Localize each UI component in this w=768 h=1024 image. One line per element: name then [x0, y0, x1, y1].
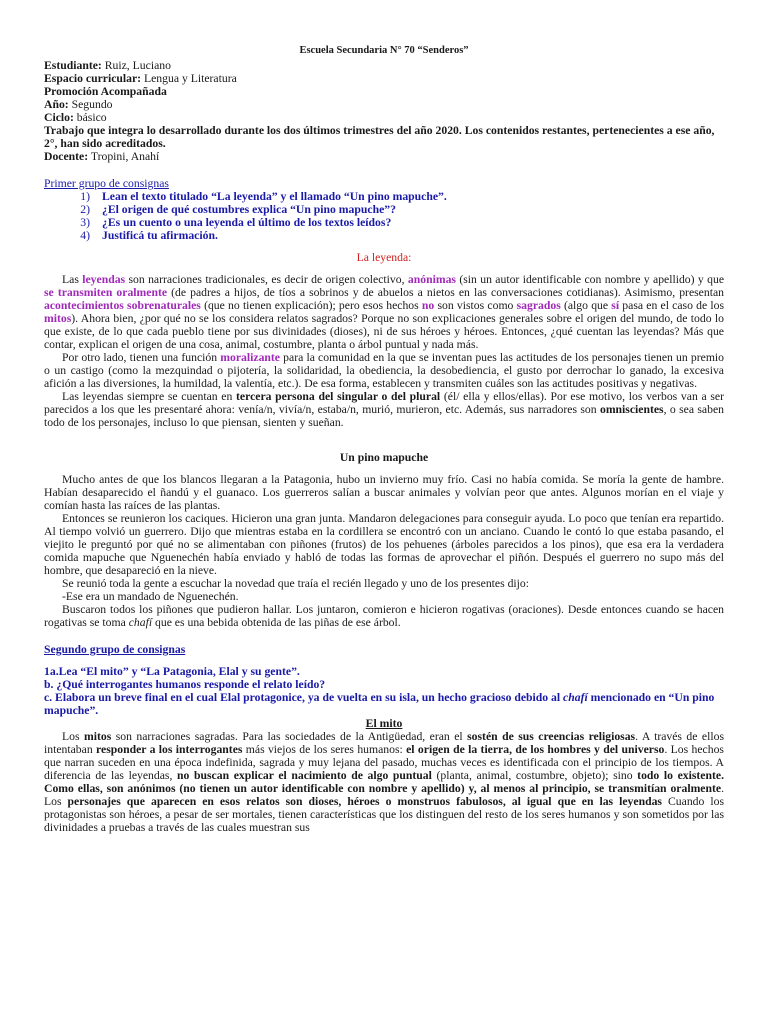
keyword: omniscientes	[599, 403, 664, 416]
year-value: Segundo	[71, 98, 113, 111]
text-run: son narraciones sagradas. Para las sociedades de la Antigüedad, eran el	[111, 730, 468, 743]
consigna-item	[44, 190, 724, 203]
keyword: sagrados	[516, 299, 561, 312]
text-run: Por otro lado, tienen una función	[62, 351, 221, 364]
keyword: mitos	[44, 312, 72, 325]
keyword: el origen de la tierra, de los hombres y del universo	[406, 743, 665, 756]
teacher-name: Tropini, Anahí	[90, 150, 160, 163]
student-name: Ruiz, Luciano	[104, 59, 171, 72]
text-run: (él/ ella y ellos/ellas). Por ese motivo, los verbos van a ser parecidos a los que les presentaré ahora: venía/n, vivía/n, estaba/n, murió, murieron, etc. Además, sus narradores son	[44, 390, 724, 416]
keyword: chafí	[128, 616, 153, 629]
cycle-value: básico	[76, 111, 107, 124]
group1-list	[44, 190, 724, 242]
spacer	[44, 264, 724, 273]
consigna-item	[44, 229, 724, 242]
keyword: personajes que aparecen en esos relatos son dioses, héroes o monstruos fabulosos, al igual que en las leyendas	[67, 795, 662, 808]
mito-title: El mito	[365, 717, 403, 730]
pino-paragraph-1: Mucho antes de que los blancos llegaran a la Patagonia, hubo un invierno muy frío. Casi no había comida. Se moría la gente de hambre. Habían desaparecido el ñandú y el guanaco. Los guerreros salían a buscar animales y volvían peor que antes. Algunos morían en el viaje y comían hasta las raíces de las plantas.	[44, 473, 724, 512]
text-run: que es una bebida obtenida de las piñas de ese árbol.	[152, 616, 401, 629]
pino-paragraph-2: Entonces se reunieron los caciques. Hicieron una gran junta. Mandaron delegaciones para conseguir ayuda. Lo poco que tenían era repartido. Al tiempo volvió un guerrero. Dijo que mientras estaba en la cordillera se encontró con un anciano. Cuando le contó lo que estaba pasando, el viejito le preguntó por qué no se alimentaban con piñones (frutos) de los pehuenes (árboles parecidos a los pinos), que esa era la verdadera comida mapuche que Nguenechén había enviado y habló de todas las formas de aprovechar el piñón. Después el guerrero no supo más del hombre, que desapareció en la nieve.	[44, 512, 724, 577]
text-run: . Los hechos que narran suceden en una época indefinida, sagrada y muy lejana del pasado, muchas veces es identificada con el principio de los tiempos. A diferencia de las leyendas,	[44, 743, 724, 782]
school-name: Escuela Secundaria N° 70 “Senderos”	[299, 45, 469, 56]
keyword: no	[421, 299, 435, 312]
year-label: Año:	[44, 98, 69, 111]
space-label: Espacio curricular:	[44, 72, 142, 85]
keyword: sí	[611, 299, 620, 312]
consigna-text: ¿Es un cuento o una leyenda el último de los textos leídos?	[102, 216, 392, 229]
text-run: para la comunidad en la que se inventan pues las actitudes de los personajes tienen un premio o un castigo (como la mezquindad o pijotería, la solidaridad, la obediencia, la desobediencia, el gusto por derrochar lo ganado, la excesiva afición a las diversiones, la humildad, la valentía, etc.). De esa forma, establecen y transmiten cuáles son las actitudes positivas y negativas.	[44, 351, 725, 390]
promotion-line: Promoción Acompañada	[44, 85, 167, 98]
consigna-number: 3)	[80, 216, 90, 229]
spacer	[44, 163, 724, 177]
keyword: chafí	[563, 691, 588, 704]
keyword: no buscan explicar el nacimiento de algo puntual	[177, 769, 432, 782]
text-run: más viejos de los seres humanos:	[242, 743, 407, 756]
keyword: todo lo existente. Como ellas, son anónimos (no tienen un autor identificable con nombre y apellido) y, al menos al principio, se transmitían oralmente	[44, 769, 724, 795]
text-run: (que no tienen explicación); pero esos hechos	[200, 299, 422, 312]
teacher-label: Docente:	[44, 150, 89, 163]
mito-paragraph	[44, 730, 724, 834]
leyenda-paragraph-3	[44, 390, 724, 429]
leyenda-paragraph-2	[44, 351, 724, 390]
text-run: . Los	[44, 782, 724, 808]
text-run: son narraciones tradicionales, es decir de origen colectivo,	[125, 273, 408, 286]
student-label: Estudiante:	[44, 59, 102, 72]
student-line	[44, 59, 724, 72]
consigna-number: 1)	[80, 190, 90, 203]
consigna-item	[44, 203, 724, 216]
text-run: (sin un autor identificable con nombre y apellido) y que	[455, 273, 725, 286]
keyword: se transmiten oralmente	[44, 286, 168, 299]
consigna-text: ¿El origen de qué costumbres explica “Un pino mapuche”?	[102, 203, 396, 216]
spacer	[44, 464, 724, 473]
text-run: pasa en el caso de los	[619, 299, 725, 312]
text-run: c. Elabora un breve final en el cual Elal protagonice, ya de vuelta en su isla, un hecho gracioso debido al	[44, 691, 564, 704]
pino-title: Un pino mapuche	[339, 451, 429, 464]
pino-paragraph-4: -Ese era un mandado de Nguenechén.	[62, 590, 239, 603]
pino-paragraph-5	[44, 603, 724, 629]
text-run: (algo que	[560, 299, 612, 312]
group2-item-a: 1a.Lea “El mito” y “La Patagonia, Elal y su gente”.	[44, 665, 300, 678]
keyword: mitos	[83, 730, 112, 743]
work-note: Trabajo que integra lo desarrollado durante los dos últimos trimestres del año 2020. Los contenidos restantes, pertenecientes a ese año, 2°, han sido acreditados.	[44, 124, 715, 150]
text-run: (de padres a hijos, de tíos a sobrinos y de abuelos a nietos en las conversaciones cotidianas). Asimismo, presentan	[167, 286, 724, 299]
leyenda-paragraph-1	[44, 273, 724, 351]
consigna-text: Justificá tu afirmación.	[102, 229, 218, 242]
group1-title: Primer grupo de consignas	[44, 177, 169, 190]
text-run: Buscaron todos los piñones que pudieron hallar. Los juntaron, comieron e hicieron rogativas (oraciones). Desde entonces cuando se hacen rogativas se toma	[44, 603, 724, 629]
consigna-number: 2)	[80, 203, 90, 216]
space-line	[44, 72, 724, 85]
text-run: Cuando los protagonistas son héroes, a pesar de ser mortales, tienen características que los distinguen del resto de los seres humanos y son sometidos por las divinidades a pruebas a través de las cuales muestran sus	[44, 795, 725, 834]
keyword: anónimas	[407, 273, 456, 286]
spacer	[44, 429, 724, 451]
text-run: mencionado en “Un pino mapuche”.	[44, 691, 715, 717]
consigna-number: 4)	[80, 229, 90, 242]
keyword: responder a los interrogantes	[96, 743, 243, 756]
group2-title: Segundo grupo de consignas	[44, 643, 186, 656]
group2-item-c	[44, 691, 724, 717]
cycle-label: Ciclo:	[44, 111, 74, 124]
text-run: Las leyendas siempre se cuentan en	[62, 390, 237, 403]
text-run: Los	[62, 730, 84, 743]
pino-paragraph-3: Se reunió toda la gente a escuchar la novedad que traía el recién llegado y uno de los presentes dijo:	[62, 577, 529, 590]
keyword: acontecimientos sobrenaturales	[44, 299, 201, 312]
spacer	[44, 629, 724, 643]
consigna-item	[44, 216, 724, 229]
consigna-text: Lean el texto titulado “La leyenda” y el llamado “Un pino mapuche”.	[102, 190, 447, 203]
keyword: sostén de sus creencias religiosas	[467, 730, 636, 743]
leyenda-title: La leyenda:	[356, 251, 412, 264]
group2-item-b: b. ¿Qué interrogantes humanos responde el relato leído?	[44, 678, 326, 691]
text-run: , o sea saben todo de los personajes, incluso lo que piensan, sienten y sueñan.	[44, 403, 724, 429]
document-page	[44, 44, 724, 834]
spacer	[44, 656, 724, 665]
spacer	[44, 242, 724, 251]
keyword: leyendas	[82, 273, 126, 286]
cycle-line	[44, 111, 724, 124]
keyword: moralizante	[220, 351, 280, 364]
text-run: (planta, animal, costumbre, objeto); sino	[431, 769, 638, 782]
text-run: ). Ahora bien, ¿por qué no se los considera relatos sagrados? Porque no son explicaciones generales sobre el origen del mundo, de todo lo que existe, de lo que cada pueblo tiene por sus divinidades (dioses), ni de sus héroes y héroes. Entonces, ¿qué cuentan las leyendas? Más que contar, explican el origen de una cosa, animal, costumbre, planta o árbol puntual y nada más.	[44, 312, 724, 351]
space-value: Lengua y Literatura	[143, 72, 237, 85]
year-line	[44, 98, 724, 111]
keyword: tercera persona del singular o del plural	[236, 390, 441, 403]
text-run: son vistos como	[434, 299, 517, 312]
text-run: Las	[62, 273, 83, 286]
teacher-line	[44, 150, 724, 163]
text-run: . A través de ellos intentaban	[44, 730, 724, 756]
